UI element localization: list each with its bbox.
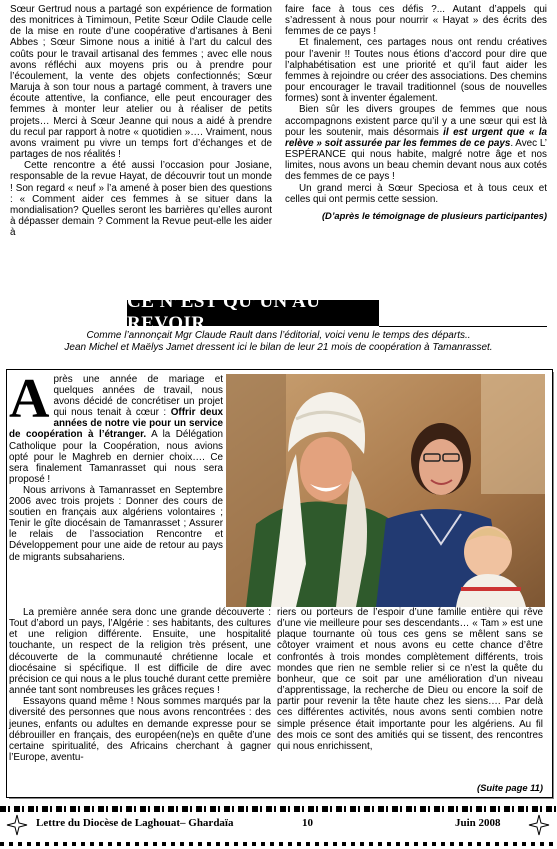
continuation-note: (Suite page 11) [477,782,543,793]
page-footer [0,804,557,849]
article-column-top-left [9,368,223,563]
paragraph: Un grand merci à Sœur Speciosa et à tous ceux et celles qui ont permis cette session. [285,182,547,205]
article-column-bottom-right [277,607,543,752]
paragraph: La première année sera donc une grande découverte : Tout d’abord un pays, l’Algérie : ses habitants, des cultures et une religion différente. Ensuite, une hospitalité touchante, un respect de la religion très présent, une découverte de la communauté chrétienne locale et diocésaine si spécifique. Il est difficile de dire avec précision ce qui nous a le plus touché durant cette première année tant sont nombreuses les grâces reçues ! [9,607,271,697]
top-right-column [285,4,547,221]
paragraph: riers ou porteurs de l’espoir d’une famille entière qui rêve d’une vie meilleure pour ses descendants… « Tam » est une plaque tournante où tous ces gens se mêlent sans se côtoyer vraiment et nous avons eu cette chance d’être confrontés à trois mondes complètement différents, trois mondes que rien ne semble relier si ce n’est la quête du bonheur, que ce soit par une amélioration d’un niveau d’apprentissage, la recherche de Dieu ou encore la soif de partir pour revenir la tête haute chez les siens…. Par delà ces différentes activités, nous avons senti combien notre simple présence était importante pour les algériens. Au fil des mois ce sont des amitiés qui se tissent, des rencontres qui nous enrichissent, [277,607,543,752]
section-title-bar [127,291,379,334]
paragraph: Essayons quand même ! Nous sommes marqués par la diversité des personnes que nous avons rencontrées : des jeunes, enfants ou adultes en demande expresse pour se débrouiller en français, des européen(ne)s en quête d’une certaine spiritualité, des Africains cherchant à gagner l’Europe, aventu- [9,696,271,764]
paragraph: Et finalement, ces partages nous ont rendu créatives pour l’avenir !! Toutes nous étions d’accord pour dire que l’alphabétisation est une priorité et qu’il faut aider les femmes à rejoindre ou créer des associations. Des chemins pour encourager le travail traditionnel (sous de nouvelles formes) sont à inventer également. [285,37,547,105]
top-left-column [10,4,272,238]
footer-publication: Lettre du Diocèse de Laghouat– Ghardaïa [36,817,234,829]
paragraph: Sœur Gertrud nous a partagé son expérience de formation des monitrices à Timimoun, Petite Sœur Odile Claude celle de la mise en route d’une coopérative d’artisanes à Beni Abbes ; Sœur Simone nous a initié à l’art du calcul des coûts pour le travail artisanal des femmes ; avec elle nous avons réfléchi aux moyens pris ou à prendre pour l’écoulement, la vente des objets confectionnés; Sœur Maruja à son tour nous a partagé comment, à travers une écoute attentive, la confiance, elle peut encourager des femmes à monter leur atelier ou à réaliser de petits projets… Merci à Sœur Jeanne qui nous a aidé à prendre du recul par rapport à notre « quotidien »…. Vraiment, nous avons vraiment pu vivre un temps fort d’échanges et de partages de nos réalités ! [10,4,272,161]
emphasis-text: Offrir deux années de notre vie pour un service de coopération à l’étranger. [9,407,223,441]
signature: (D’après le témoignage de plusieurs participantes) [321,209,547,221]
title-rule [379,326,547,327]
family-photo [226,374,545,607]
intro-line: Comme l’annonçait Mgr Claude Rault dans l’éditorial, voici venu le temps des départs.. [86,330,471,341]
article-intro [10,330,547,354]
paragraph: faire face à tous ces défis ?... Autant d’appels qui s’adressent à nous pour nourrir « Hayat » des écrits des femmes de ce pays ! [285,4,547,38]
drop-cap: A [9,368,50,430]
cross-ornament-icon [6,814,28,836]
paragraph: Cette rencontre a été aussi l’occasion pour Josiane, responsable de la revue Hayat, de découvrir tout un monde ! Son regard « neuf » l’a amené à poser bien des questions : « Comment aider ces femmes à se situer dans la mondialisation? Quelles seront les barrières qu’elles auront à dépasser demain ? Comment la Revue peut-elle les aider à [10,160,272,239]
section-title: CE N’EST QU’UN AU REVOIR [127,291,321,334]
top-article-continuation [10,4,547,290]
emphasis-text: il est urgent que « la relève » soit assurée par les femmes de ce pays [285,126,547,149]
page-number: 10 [302,817,313,829]
footer-date: Juin 2008 [455,817,501,829]
paragraph: Bien sûr les divers groupes de femmes que nous accompagnons existent parce qu’il y a une sœur qui est là pour les soutenir, mais désormais il est urgent que « la relève » soit assurée par les femmes de ce pays. Avec L’ ESPÉRANCE qui nous habite, malgré notre âge et nos limites, nous avons un beau chemin devant nous aux cotés des femmes de ce pays ! [285,104,547,183]
footer-bottom-rule [0,842,557,846]
intro-line: Jean Michel et Maëlys Jamet dressent ici le bilan de leur 21 mois de coopération à Tamanrasset. [64,342,493,353]
paragraph: Nous arrivons à Tamanrasset en Septembre 2006 avec trois projets : Donner des cours de soutien en français aux algériens volontaires ; Tenir le gîte diocésain de Tamanrasset ; Assurer le relais de l’association Rencontre et Développement pour une aide de retour au pays de migrants subsahariens. [9,484,223,563]
paragraph: Après une année de mariage et quelques années de travail, nous avons décidé de concrétiser un projet qui nous tenait à cœur : Offrir deux années de notre vie pour un service de coopération à l’étranger. A la Délégation Catholique pour la Coopération, nous avions opté pour le Maghreb en dernier choix…. Ce sera finalement Tamanrasset qui nous sera proposé ! [9,368,223,485]
footer-ornament-rule [0,806,557,812]
cross-ornament-icon [528,814,550,836]
article-column-bottom-left [9,607,271,763]
